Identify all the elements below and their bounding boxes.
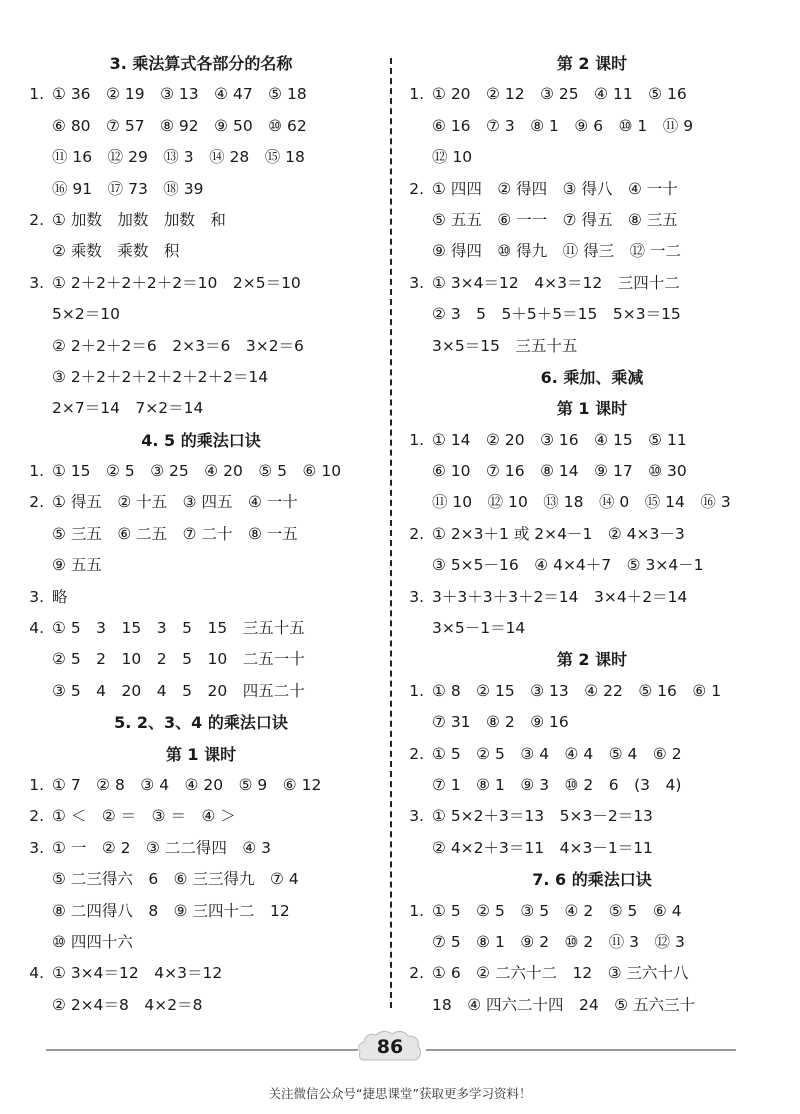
answer-text: ⑪ 16 ⑫ 29 ⑬ 3 ⑭ 28 ⑮ 18 — [52, 148, 305, 167]
right-answer-line — [402, 739, 782, 770]
answer-text: ⑤ 二三得六 6 ⑥ 三三得九 ⑦ 4 — [52, 870, 299, 889]
answer-text: ① 5 ② 5 ③ 4 ④ 4 ⑤ 4 ⑥ 2 — [432, 744, 682, 763]
footer-rule-right — [426, 1049, 736, 1051]
question-number: 2. — [29, 807, 44, 826]
answer-text: 3＋3＋3＋3＋2＝14 3×4＋2＝14 — [432, 587, 688, 606]
question-number: 1. — [409, 681, 424, 700]
answer-text: ① 2×3＋1 或 2×4－1 ② 4×3－3 — [432, 524, 685, 543]
answer-text: ⑫ 10 — [432, 148, 473, 167]
left-answer-line — [22, 487, 380, 518]
footer-note: 关注微信公众号“捷思课堂”获取更多学习资料！ — [268, 1086, 532, 1101]
answer-text: 略 — [52, 587, 68, 606]
answer-text: 3×5＝15 三五十五 — [432, 336, 578, 355]
question-number: 1. — [409, 85, 424, 104]
right-answer-line — [402, 111, 782, 142]
answer-text: ① ＜ ② ＝ ③ ＝ ④ ＞ — [52, 807, 236, 826]
right-section-heading: 6. 乘加、乘减 — [540, 367, 644, 387]
answer-text: ① 3×4＝12 4×3＝12 — [52, 964, 223, 983]
left-answer-line — [22, 676, 380, 707]
answer-text: 2×7＝14 7×2＝14 — [52, 399, 204, 418]
answer-text: ② 乘数 乘数 积 — [52, 242, 180, 261]
right-answer-line — [402, 801, 782, 832]
answer-text: ⑯ 91 ⑰ 73 ⑱ 39 — [52, 179, 204, 198]
answer-text: ⑤ 五五 ⑥ 一一 ⑦ 得五 ⑧ 三五 — [432, 210, 678, 229]
left-answer-line — [22, 331, 380, 362]
right-answer-line — [402, 236, 782, 267]
left-answer-line — [22, 111, 380, 142]
left-answer-line — [22, 456, 380, 487]
left-section-heading: 5. 2、3、4 的乘法口诀 — [114, 713, 288, 733]
answer-text: ① 5 3 15 3 5 15 三五十五 — [52, 619, 305, 638]
question-number: 2. — [29, 210, 44, 229]
left-answer-line — [22, 519, 380, 550]
answer-text: ① 7 ② 8 ③ 4 ④ 20 ⑤ 9 ⑥ 12 — [52, 775, 322, 794]
right-answer-line — [402, 142, 782, 173]
left-answer-line — [22, 362, 380, 393]
answer-text: ② 2＋2＋2＝6 2×3＝6 3×2＝6 — [52, 336, 304, 355]
answer-text: ① 36 ② 19 ③ 13 ④ 47 ⑤ 18 — [52, 85, 307, 104]
right-answer-line — [402, 990, 782, 1021]
left-answer-line — [22, 896, 380, 927]
left-answer-line — [22, 927, 380, 958]
right-answer-line — [402, 205, 782, 236]
left-answer-line — [22, 79, 380, 110]
left-answer-line — [22, 550, 380, 581]
right-answer-line — [402, 770, 782, 801]
right-column — [402, 48, 782, 1021]
answer-text: ① 14 ② 20 ③ 16 ④ 15 ⑤ 11 — [432, 430, 687, 449]
question-number: 3. — [29, 838, 44, 857]
column-divider — [390, 58, 392, 1008]
footer-rule-left — [46, 1049, 358, 1051]
answer-text: ① 5×2＋3＝13 5×3－2＝13 — [432, 807, 653, 826]
question-number: 4. — [29, 619, 44, 638]
question-number: 2. — [29, 493, 44, 512]
left-answer-line — [22, 205, 380, 236]
right-answer-line — [402, 79, 782, 110]
right-answer-line — [402, 613, 782, 644]
answer-text: 5×2＝10 — [52, 305, 120, 324]
left-answer-line — [22, 236, 380, 267]
left-answer-line — [22, 142, 380, 173]
left-answer-line — [22, 299, 380, 330]
left-answer-line — [22, 801, 380, 832]
right-answer-line — [402, 958, 782, 989]
answer-text: 18 ④ 四六二十四 24 ⑤ 五六三十 — [432, 995, 696, 1014]
answer-text: ⑥ 10 ⑦ 16 ⑧ 14 ⑨ 17 ⑩ 30 — [432, 462, 687, 481]
right-answer-line — [402, 519, 782, 550]
answer-text: ③ 2＋2＋2＋2＋2＋2＋2＝14 — [52, 367, 269, 386]
answer-text: ⑦ 5 ⑧ 1 ⑨ 2 ⑩ 2 ⑪ 3 ⑫ 3 — [432, 932, 685, 951]
answer-text: ② 5 2 10 2 5 10 二五一十 — [52, 650, 305, 669]
question-number: 3. — [29, 273, 44, 292]
right-section-heading: 第 1 课时 — [556, 399, 628, 419]
right-answer-line — [402, 331, 782, 362]
page-number: 86 — [376, 1036, 404, 1058]
left-answer-line — [22, 864, 380, 895]
answer-text: ⑥ 16 ⑦ 3 ⑧ 1 ⑨ 6 ⑩ 1 ⑪ 9 — [432, 116, 694, 135]
left-answer-line — [22, 833, 380, 864]
answer-text: ① 3×4＝12 4×3＝12 三四十二 — [432, 273, 680, 292]
answer-text: ③ 5 4 20 4 5 20 四五二十 — [52, 681, 305, 700]
left-answer-line — [22, 582, 380, 613]
answer-text: ① 8 ② 15 ③ 13 ④ 22 ⑤ 16 ⑥ 1 — [432, 681, 722, 700]
left-answer-line — [22, 613, 380, 644]
left-section-heading: 3. 乘法算式各部分的名称 — [109, 54, 293, 73]
answer-text: ① 15 ② 5 ③ 25 ④ 20 ⑤ 5 ⑥ 10 — [52, 462, 342, 481]
question-number: 3. — [409, 587, 424, 606]
right-section-heading: 第 2 课时 — [556, 650, 628, 670]
left-answer-line — [22, 174, 380, 205]
answer-text: ① 得五 ② 十五 ③ 四五 ④ 一十 — [52, 493, 298, 512]
question-number: 1. — [29, 775, 44, 794]
question-number: 1. — [409, 901, 424, 920]
right-answer-line — [402, 582, 782, 613]
question-number: 4. — [29, 964, 44, 983]
answer-text: ⑦ 1 ⑧ 1 ⑨ 3 ⑩ 2 6 (3 4) — [432, 775, 682, 794]
question-number: 3. — [409, 273, 424, 292]
answer-text: ① 6 ② 二六十二 12 ③ 三六十八 — [432, 964, 689, 983]
answer-text: ② 2×4＝8 4×2＝8 — [52, 995, 203, 1014]
left-answer-line — [22, 958, 380, 989]
left-answer-line — [22, 268, 380, 299]
left-section-heading: 4. 5 的乘法口诀 — [141, 430, 261, 450]
answer-text: ① 四四 ② 得四 ③ 得八 ④ 一十 — [432, 179, 678, 198]
right-section-heading: 第 2 课时 — [556, 54, 628, 73]
answer-text: ① 加数 加数 加数 和 — [52, 210, 226, 229]
answer-text: ② 4×2＋3＝11 4×3－1＝11 — [432, 838, 653, 857]
left-section-heading: 第 1 课时 — [165, 744, 237, 764]
question-number: 2. — [409, 744, 424, 763]
answer-text: 3×5－1＝14 — [432, 619, 526, 638]
answer-text: ⑩ 四四十六 — [52, 932, 133, 951]
question-number: 2. — [409, 179, 424, 198]
answer-text: ⑪ 10 ⑫ 10 ⑬ 18 ⑭ 0 ⑮ 14 ⑯ 3 — [432, 493, 731, 512]
right-answer-line — [402, 550, 782, 581]
right-section-heading: 7. 6 的乘法口诀 — [532, 870, 652, 890]
right-answer-line — [402, 676, 782, 707]
answer-text: ② 3 5 5＋5＋5＝15 5×3＝15 — [432, 305, 681, 324]
right-answer-line — [402, 425, 782, 456]
right-answer-line — [402, 174, 782, 205]
question-number: 2. — [409, 964, 424, 983]
right-answer-line — [402, 268, 782, 299]
question-number: 3. — [29, 587, 44, 606]
question-number: 2. — [409, 524, 424, 543]
answer-text: ⑤ 三五 ⑥ 二五 ⑦ 二十 ⑧ 一五 — [52, 524, 298, 543]
left-answer-line — [22, 770, 380, 801]
left-answer-line — [22, 393, 380, 424]
answer-text: ① 一 ② 2 ③ 二二得四 ④ 3 — [52, 838, 272, 857]
right-answer-line — [402, 299, 782, 330]
answer-text: ③ 5×5－16 ④ 4×4＋7 ⑤ 3×4－1 — [432, 556, 704, 575]
question-number: 1. — [29, 462, 44, 481]
right-answer-line — [402, 927, 782, 958]
left-column — [22, 48, 380, 1021]
answer-text: ⑨ 五五 — [52, 556, 102, 575]
answer-text: ⑧ 二四得八 8 ⑨ 三四十二 12 — [52, 901, 290, 920]
answer-text: ① 20 ② 12 ③ 25 ④ 11 ⑤ 16 — [432, 85, 687, 104]
question-number: 1. — [409, 430, 424, 449]
answer-text: ① 2＋2＋2＋2＋2＝10 2×5＝10 — [52, 273, 301, 292]
answer-text: ⑦ 31 ⑧ 2 ⑨ 16 — [432, 713, 569, 732]
right-answer-line — [402, 487, 782, 518]
answer-text: ① 5 ② 5 ③ 5 ④ 2 ⑤ 5 ⑥ 4 — [432, 901, 682, 920]
answer-text: ⑥ 80 ⑦ 57 ⑧ 92 ⑨ 50 ⑩ 62 — [52, 116, 307, 135]
right-answer-line — [402, 456, 782, 487]
right-answer-line — [402, 833, 782, 864]
right-answer-line — [402, 707, 782, 738]
answer-text: ⑨ 得四 ⑩ 得九 ⑪ 得三 ⑫ 一二 — [432, 242, 682, 261]
right-answer-line — [402, 896, 782, 927]
question-number: 3. — [409, 807, 424, 826]
question-number: 1. — [29, 85, 44, 104]
left-answer-line — [22, 990, 380, 1021]
left-answer-line — [22, 644, 380, 675]
